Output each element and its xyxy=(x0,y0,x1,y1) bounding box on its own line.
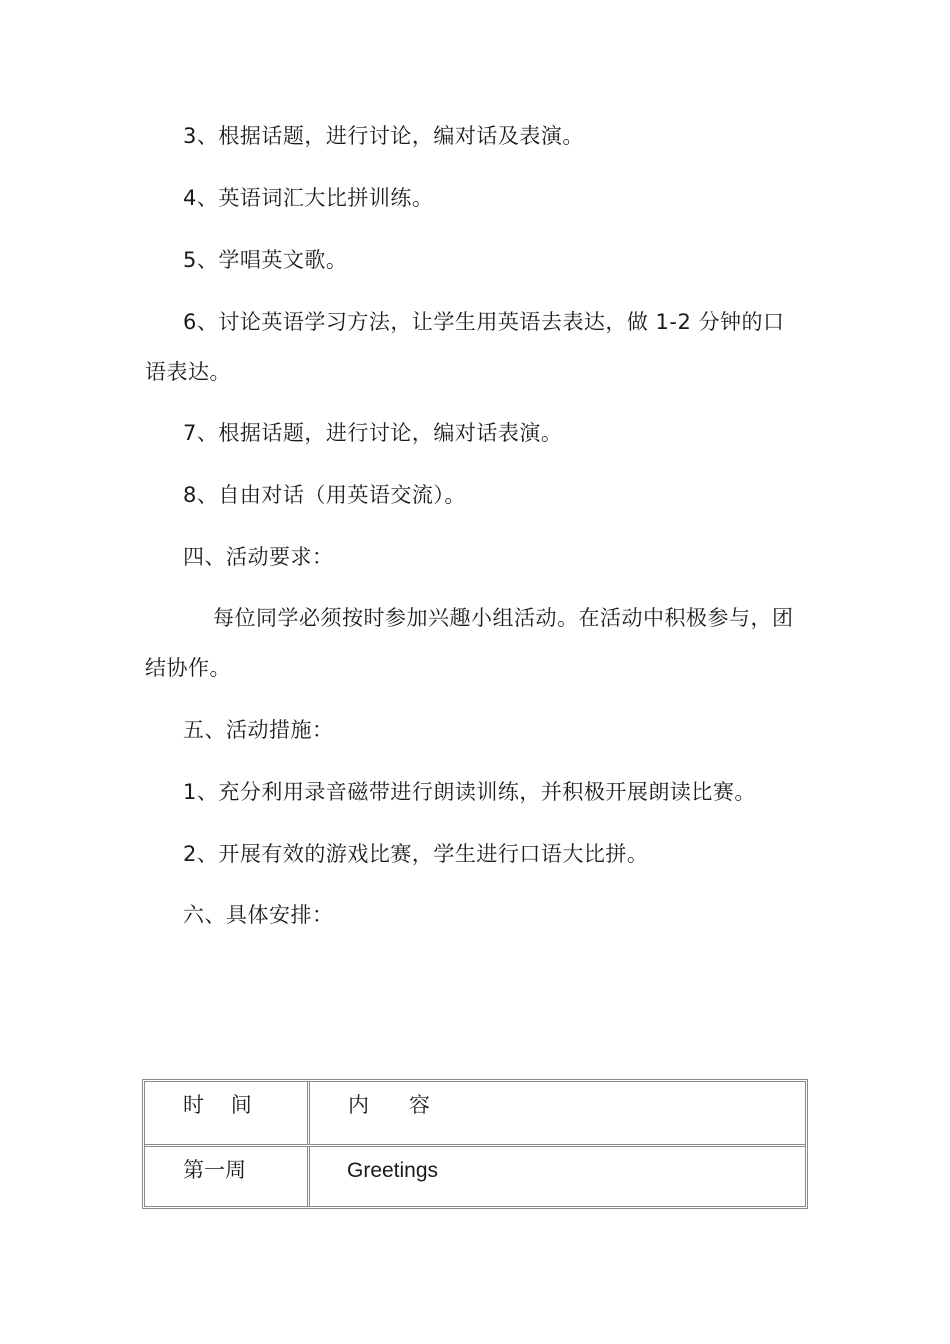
column-divider xyxy=(307,1082,310,1144)
table-cell-week: 第一周 xyxy=(183,1158,246,1182)
table-cell-content: Greetings xyxy=(347,1159,439,1182)
list-item-7: 7、根据话题，进行讨论，编对话表演。 xyxy=(183,421,563,445)
requirements-paragraph-continuation: 结协作。 xyxy=(145,656,231,680)
column-divider xyxy=(307,1147,310,1206)
list-item-3: 3、根据话题，进行讨论，编对话及表演。 xyxy=(183,124,584,148)
section-heading-measures: 五、活动措施： xyxy=(183,718,334,742)
table-row xyxy=(145,1147,805,1206)
measure-item-1: 1、充分利用录音磁带进行朗读训练，并积极开展朗读比赛。 xyxy=(183,780,756,804)
list-item-6: 6、讨论英语学习方法，让学生用英语去表达，做 1-2 分钟的口 xyxy=(183,310,785,334)
requirements-paragraph: 每位同学必须按时参加兴趣小组活动。在活动中积极参与，团 xyxy=(213,606,794,630)
table-header-row xyxy=(145,1082,805,1147)
list-item-6-continuation: 语表达。 xyxy=(145,360,231,384)
measure-item-2: 2、开展有效的游戏比赛，学生进行口语大比拼。 xyxy=(183,842,649,866)
list-item-5: 5、学唱英文歌。 xyxy=(183,248,348,272)
table-header-time: 时 间 xyxy=(183,1093,252,1117)
schedule-table xyxy=(142,1079,808,1209)
list-item-4: 4、英语词汇大比拼训练。 xyxy=(183,186,434,210)
section-heading-requirements: 四、活动要求： xyxy=(183,545,334,569)
table-header-content: 内 容 xyxy=(348,1093,431,1117)
list-item-8: 8、自由对话（用英语交流）。 xyxy=(183,483,466,507)
section-heading-schedule: 六、具体安排： xyxy=(183,903,334,927)
